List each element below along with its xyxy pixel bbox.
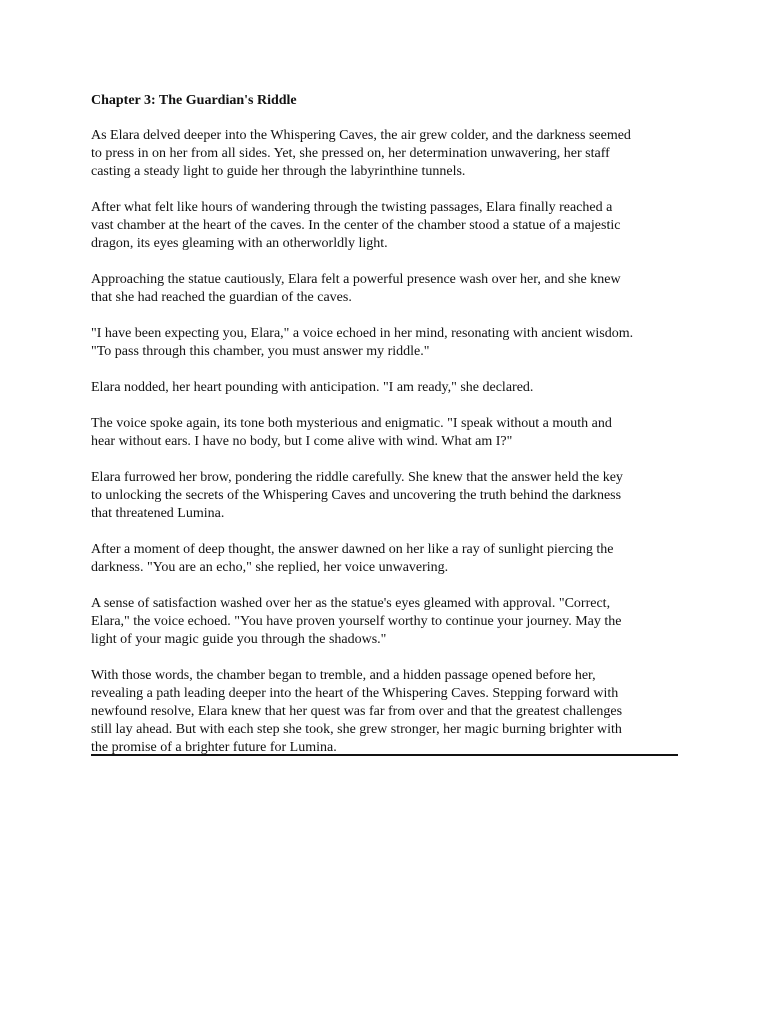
- paragraph-line: The voice spoke again, its tone both mysterious and enigmatic. "I speak without a mouth and: [91, 416, 612, 431]
- paragraph: [91, 595, 681, 649]
- document-body: [91, 127, 681, 757]
- paragraph-line: casting a steady light to guide her through the labyrinthine tunnels.: [91, 164, 466, 179]
- paragraph: [91, 379, 681, 397]
- paragraph-line: that threatened Lumina.: [91, 506, 225, 521]
- paragraph-line: A sense of satisfaction washed over her as the statue's eyes gleamed with approval. "Correct,: [91, 596, 611, 611]
- chapter-title: Chapter 3: The Guardian's Riddle: [91, 93, 297, 108]
- paragraph-line: Elara," the voice echoed. "You have proven yourself worthy to continue your journey. May the: [91, 614, 622, 629]
- paragraph-line: Elara nodded, her heart pounding with anticipation. "I am ready," she declared.: [91, 380, 534, 395]
- paragraph-line: that she had reached the guardian of the caves.: [91, 290, 352, 305]
- paragraph-line: Elara furrowed her brow, pondering the riddle carefully. She knew that the answer held the key: [91, 470, 623, 485]
- paragraph: [91, 199, 681, 253]
- paragraph-line: With those words, the chamber began to tremble, and a hidden passage opened before her,: [91, 668, 596, 683]
- paragraph-line: vast chamber at the heart of the caves. In the center of the chamber stood a statue of a majestic: [91, 218, 621, 233]
- paragraph: [91, 271, 681, 307]
- paragraph-line: hear without ears. I have no body, but I come alive with wind. What am I?": [91, 434, 513, 449]
- paragraph-line: revealing a path leading deeper into the heart of the Whispering Caves. Stepping forward with: [91, 686, 619, 701]
- paragraph-line: "To pass through this chamber, you must answer my riddle.": [91, 344, 430, 359]
- paragraph-line: After what felt like hours of wandering through the twisting passages, Elara finally reached a: [91, 200, 613, 215]
- paragraph-line: newfound resolve, Elara knew that her quest was far from over and that the greatest challenges: [91, 704, 623, 719]
- paragraph-line: Approaching the statue cautiously, Elara felt a powerful presence wash over her, and she knew: [91, 272, 621, 287]
- paragraph-line: dragon, its eyes gleaming with an otherworldly light.: [91, 236, 388, 251]
- paragraph-line: As Elara delved deeper into the Whispering Caves, the air grew colder, and the darkness seemed: [91, 128, 631, 143]
- paragraph-line: After a moment of deep thought, the answer dawned on her like a ray of sunlight piercing the: [91, 542, 614, 557]
- paragraph: [91, 127, 681, 181]
- paragraph-line: to press in on her from all sides. Yet, she pressed on, her determination unwavering, her staff: [91, 146, 610, 161]
- paragraph-line: "I have been expecting you, Elara," a voice echoed in her mind, resonating with ancient wisdom.: [91, 326, 634, 341]
- paragraph-line: light of your magic guide you through the shadows.": [91, 632, 387, 647]
- paragraph-line: the promise of a brighter future for Lumina.: [91, 740, 337, 755]
- paragraph-line: still lay ahead. But with each step she took, she grew stronger, her magic burning brighter with: [91, 722, 622, 737]
- paragraph: [91, 667, 681, 757]
- end-divider: [91, 754, 678, 756]
- paragraph: [91, 325, 681, 361]
- paragraph-line: to unlocking the secrets of the Whispering Caves and uncovering the truth behind the darkness: [91, 488, 622, 503]
- paragraph: [91, 415, 681, 451]
- paragraph: [91, 469, 681, 523]
- paragraph: [91, 541, 681, 577]
- document-page: [91, 92, 681, 757]
- paragraph-line: darkness. "You are an echo," she replied, her voice unwavering.: [91, 560, 449, 575]
